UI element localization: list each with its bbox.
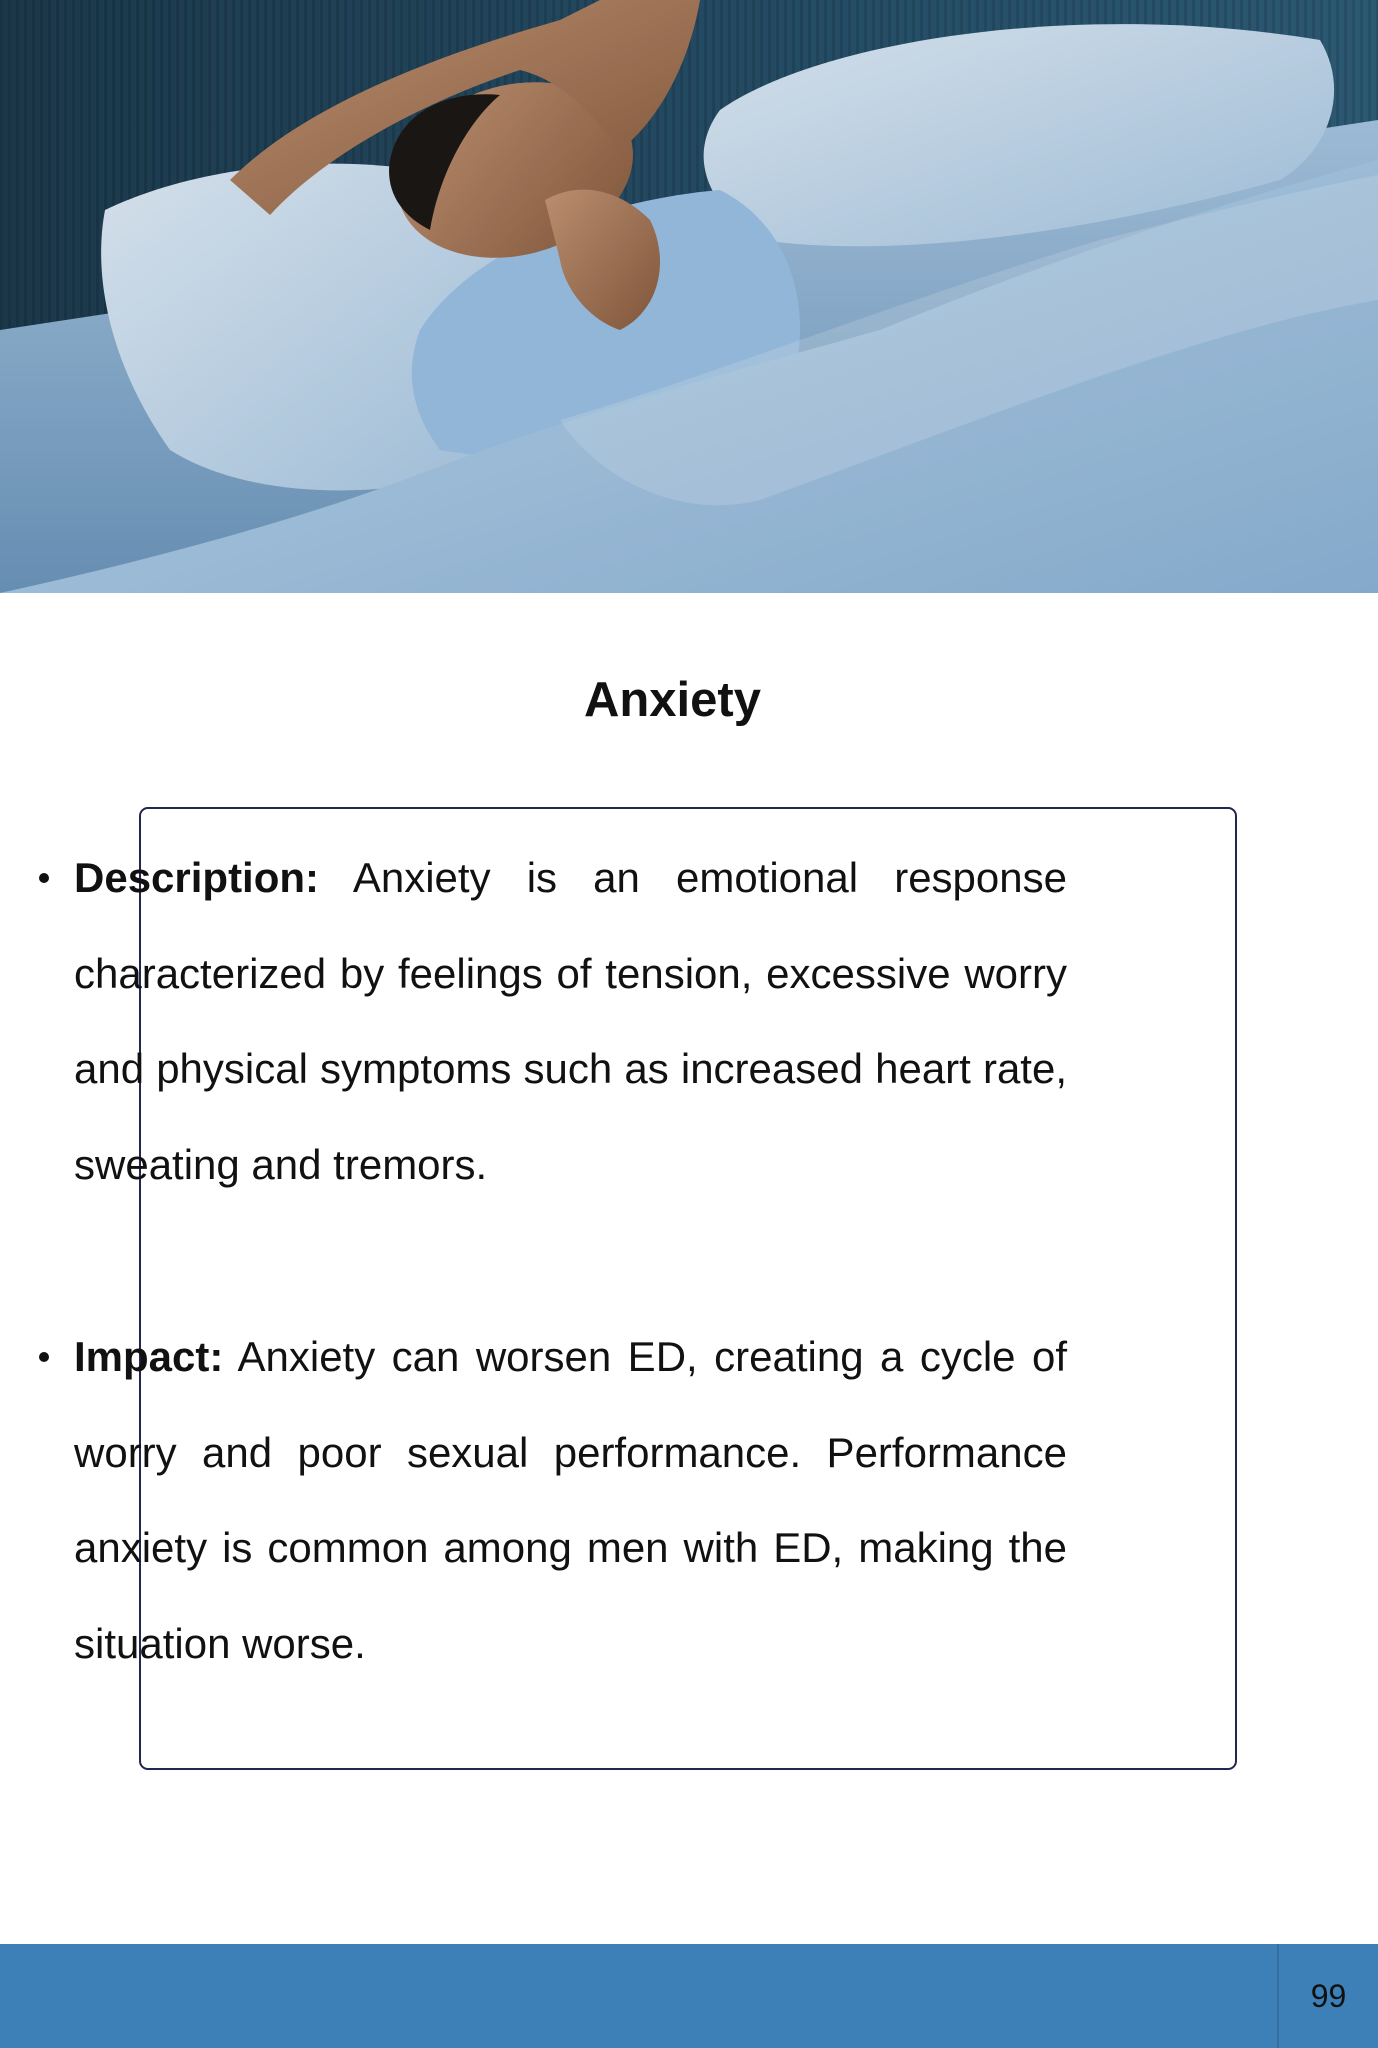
man-in-bed-illustration: [0, 0, 1378, 593]
bullet-icon: [39, 873, 49, 883]
description-label: Description:: [74, 854, 320, 901]
bullet-icon: [39, 1352, 49, 1362]
list-item-description: [74, 830, 1067, 1212]
impact-text: Anxiety can worsen ED, creating a cycle of worry and poor sexual performance. Performance anxiety is common among men with ED, making the situation worse.: [74, 1333, 1067, 1667]
page-title: Anxiety: [583, 673, 761, 727]
page-number: 99: [1310, 1978, 1347, 2014]
hero-photo: [0, 0, 1378, 593]
impact-label: Impact:: [74, 1333, 224, 1380]
description-text: Anxiety is an emotional response characterized by feelings of tension, excessive worry and physical symptoms such as increased heart rate, sweating and tremors.: [74, 854, 1067, 1188]
list-item-impact: [74, 1309, 1067, 1691]
footer-bar: [0, 1944, 1378, 2048]
